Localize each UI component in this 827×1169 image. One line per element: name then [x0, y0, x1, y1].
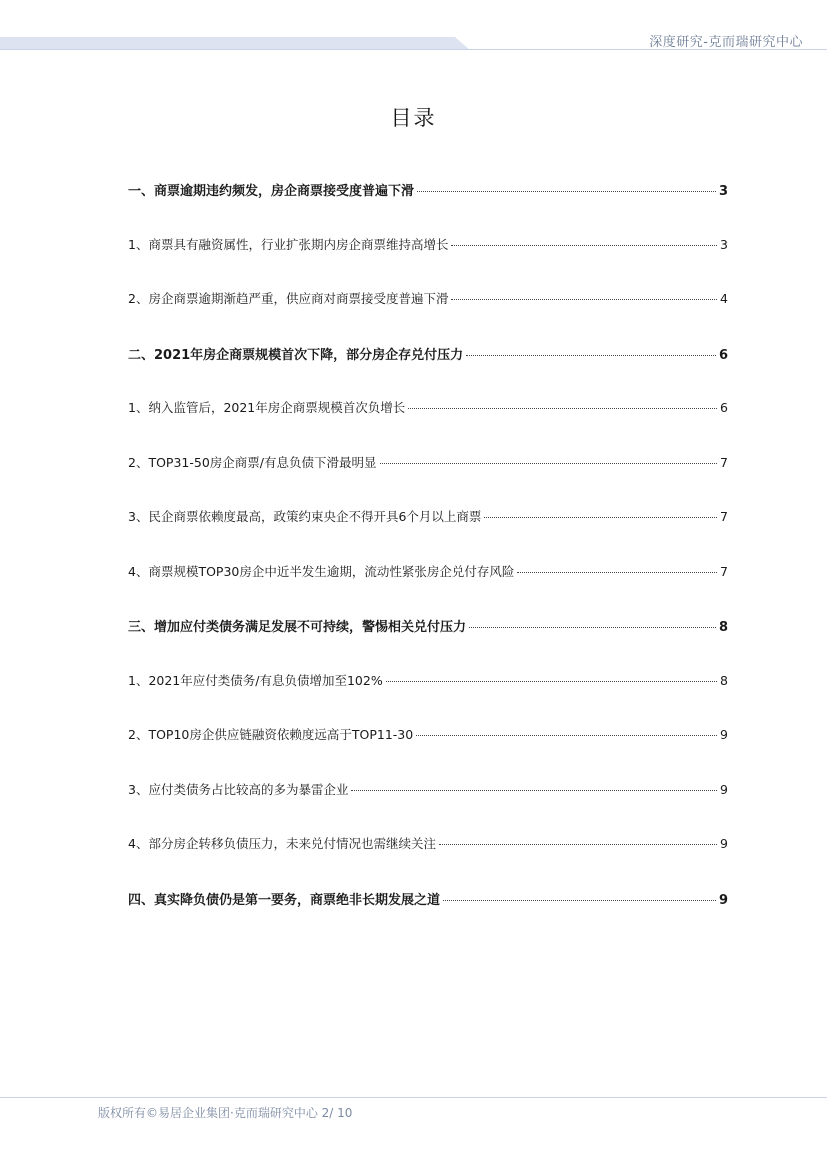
toc-leader-dots	[469, 627, 716, 628]
toc-entry-label: 2、TOP10房企供应链融资依赖度远高于TOP11-30	[128, 727, 414, 742]
toc-entry-page: 3	[720, 236, 728, 252]
toc-entry-label: 2、TOP31-50房企商票/有息负债下滑最明显	[128, 454, 377, 470]
toc-entry-page: 9	[720, 727, 728, 742]
toc-entry-page: 9	[720, 836, 728, 851]
toc-entry-label: 四、真实降负债仍是第一要务，商票绝非长期发展之道	[128, 892, 441, 908]
toc-entry-label: 一、商票逾期违约频发，房企商票接受度普遍下滑	[128, 184, 415, 199]
toc-leader-dots	[351, 790, 717, 791]
toc-entry-label: 二、2021年房企商票规模首次下降，部分房企存兑付压力	[128, 347, 464, 363]
toc-entry[interactable]	[128, 398, 728, 416]
page-title: 目录	[390, 106, 437, 130]
toc-entry-page: 4	[720, 291, 728, 306]
footer-rule	[0, 1097, 827, 1098]
toc-leader-dots	[466, 355, 716, 356]
toc-entry-page: 6	[720, 400, 728, 415]
toc-entry-label: 1、纳入监管后，2021年房企商票规模首次负增长	[128, 400, 406, 415]
toc-entry-label: 4、商票规模TOP30房企中近半发生逾期，流动性紧张房企兑付存风险	[128, 563, 515, 579]
toc-entry[interactable]	[128, 671, 728, 689]
toc-entry[interactable]	[128, 889, 728, 907]
toc-entry[interactable]	[128, 562, 728, 580]
toc-leader-dots	[416, 735, 717, 736]
toc-entry[interactable]	[128, 834, 728, 852]
toc-leader-dots	[451, 245, 717, 246]
toc-entry-page: 8	[720, 672, 728, 688]
toc-entry-page: 9	[718, 892, 728, 908]
toc-entry[interactable]	[128, 344, 728, 362]
toc-entry[interactable]	[128, 235, 728, 253]
toc-leader-dots	[517, 572, 717, 573]
toc-entry-page: 7	[720, 509, 728, 524]
toc-leader-dots	[408, 408, 717, 409]
toc-entry[interactable]	[128, 453, 728, 471]
toc-entry-page: 7	[720, 454, 728, 470]
header-text: 深度研究-克而瑞研究中心	[649, 35, 803, 50]
toc-entry[interactable]	[128, 616, 728, 634]
toc-entry[interactable]	[128, 507, 728, 525]
toc-entry[interactable]	[128, 780, 728, 798]
toc-entry-label: 4、部分房企转移负债压力，未来兑付情况也需继续关注	[128, 836, 436, 851]
toc-entry[interactable]	[128, 725, 728, 743]
toc-leader-dots	[451, 299, 717, 300]
toc-entry-label: 2、房企商票逾期渐趋严重，供应商对商票接受度普遍下滑	[128, 291, 449, 306]
toc-leader-dots	[443, 900, 716, 901]
toc-entry-label: 三、增加应付类债务满足发展不可持续，警惕相关兑付压力	[128, 620, 467, 635]
toc-leader-dots	[380, 463, 718, 464]
toc-entry-label: 1、2021年应付类债务/有息负债增加至102%	[128, 672, 383, 688]
toc-entry-page: 7	[720, 563, 728, 579]
toc-leader-dots	[386, 681, 717, 682]
toc-entry[interactable]	[128, 289, 728, 307]
toc-leader-dots	[439, 844, 717, 845]
toc-entry-label: 1、商票具有融资属性，行业扩张期内房企商票维持高增长	[128, 236, 449, 252]
toc-entry-page: 9	[720, 781, 728, 797]
toc-leader-dots	[417, 191, 716, 192]
toc-leader-dots	[484, 517, 717, 518]
toc-entry[interactable]	[128, 180, 728, 198]
toc-entry-page: 8	[718, 620, 728, 635]
toc-entry-label: 3、应付类债务占比较高的多为暴雷企业	[128, 781, 349, 797]
toc-entry-page: 6	[718, 347, 728, 363]
footer-text: 版权所有©易居企业集团·克而瑞研究中心 2/ 10	[98, 1106, 353, 1120]
toc-entry-label: 3、民企商票依赖度最高，政策约束央企不得开具6个月以上商票	[128, 509, 482, 524]
toc-entry-page: 3	[718, 184, 728, 199]
